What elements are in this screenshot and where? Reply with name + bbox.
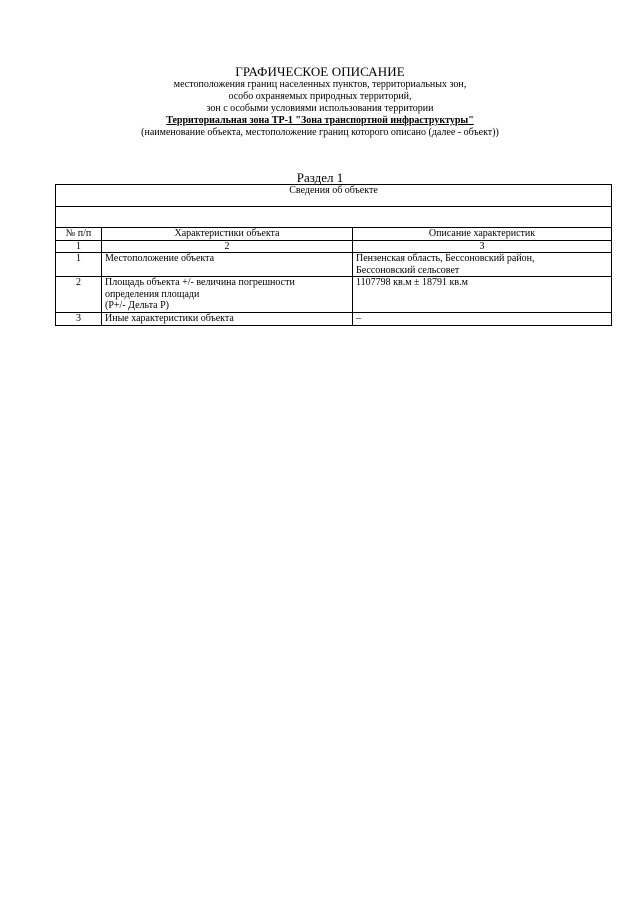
row-description: [353, 313, 612, 326]
table-row: [56, 253, 612, 277]
row-description: [353, 277, 612, 313]
characteristic-line: определения площади: [105, 288, 200, 300]
table-empty-cell: [56, 207, 612, 228]
description-line: Бессоновский сельсовет: [356, 264, 460, 276]
row-number: 1: [56, 253, 102, 277]
description-line: Пензенская область, Бессоновский район,: [356, 253, 535, 264]
table-row: [56, 313, 612, 326]
table-section-header-row: [56, 185, 612, 207]
column-number: 3: [353, 240, 612, 253]
table-empty-row: [56, 207, 612, 228]
column-number: 1: [56, 240, 102, 253]
document-header: [0, 64, 640, 139]
table-row: [56, 277, 612, 313]
column-header-description: Описание характеристик: [353, 228, 612, 241]
characteristic-line: Площадь объекта +/- величина погрешности: [105, 277, 295, 288]
characteristic-line: Иные характеристики объекта: [105, 313, 234, 324]
row-characteristic: [102, 277, 353, 313]
table-header-row: [56, 228, 612, 241]
column-number: 2: [102, 240, 353, 253]
header-line: особо охраняемых природных территорий,: [228, 91, 412, 102]
header-line: зон с особыми условиями использования территории: [206, 103, 434, 114]
characteristic-line: Местоположение объекта: [105, 253, 215, 264]
row-characteristic: [102, 313, 353, 326]
document-title: ГРАФИЧЕСКОЕ ОПИСАНИЕ: [235, 64, 405, 79]
row-number: 2: [56, 277, 102, 313]
description-line: –: [356, 313, 361, 324]
table-section-header: Сведения об объекте: [56, 185, 612, 207]
characteristic-line: (P+/- Дельта P): [105, 300, 170, 311]
section-title: Раздел 1: [296, 170, 344, 185]
column-header-characteristic: Характеристики объекта: [102, 228, 353, 241]
table-column-numbers-row: [56, 240, 612, 253]
row-description: [353, 253, 612, 277]
object-name: Территориальная зона ТР-1 "Зона транспортной инфраструктуры": [166, 115, 474, 126]
object-info-table: [55, 184, 612, 326]
column-header-number: № п/п: [56, 228, 102, 241]
row-number: 3: [56, 313, 102, 326]
row-characteristic: [102, 253, 353, 277]
header-line: местоположения границ населенных пунктов, территориальных зон,: [173, 79, 467, 90]
description-line: 1107798 кв.м ± 18791 кв.м: [356, 277, 468, 288]
object-caption: (наименование объекта, местоположение границ которого описано (далее - объект)): [141, 127, 499, 138]
